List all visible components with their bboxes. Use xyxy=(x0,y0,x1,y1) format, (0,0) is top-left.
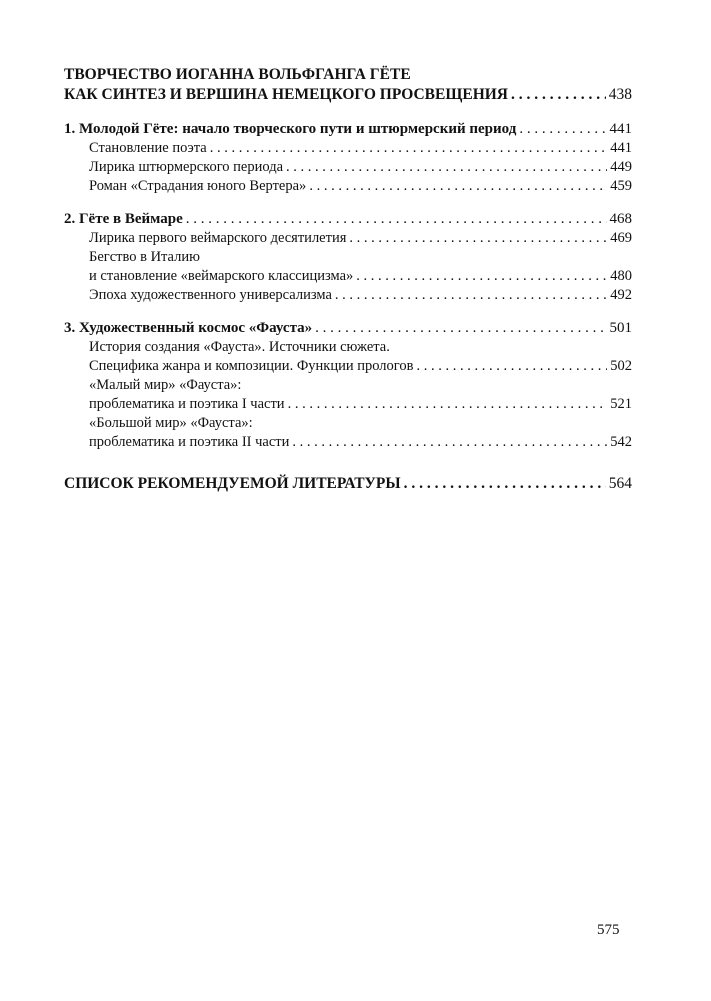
leader-dots xyxy=(286,158,607,177)
part-title-line-1: ТВОРЧЕСТВО ИОГАННА ВОЛЬФГАНГА ГЁТЕ xyxy=(64,66,411,83)
leader-dots xyxy=(288,395,608,414)
page-number: 575 xyxy=(597,922,620,938)
entry-label-line-1: «Большой мир» «Фауста»: xyxy=(89,415,253,431)
page-ref: 449 xyxy=(610,159,632,175)
entry-label: Лирика штюрмерского периода xyxy=(89,159,284,175)
leader-dots xyxy=(349,229,607,248)
page-ref: 501 xyxy=(609,320,632,336)
toc-entry[interactable] xyxy=(64,158,632,177)
leader-dots xyxy=(519,119,606,139)
leader-dots xyxy=(511,85,606,105)
toc-entry-bibliography[interactable] xyxy=(64,474,632,494)
leader-dots xyxy=(404,474,606,494)
leader-dots xyxy=(416,357,607,376)
toc-entry[interactable] xyxy=(64,286,632,305)
entry-label-line-1: История создания «Фауста». Источники сюжета. xyxy=(89,339,390,355)
toc-entry[interactable] xyxy=(64,267,632,286)
chapter-title: 1. Молодой Гёте: начало творческого пути и штюрмерский период xyxy=(64,121,517,137)
entry-label: проблематика и поэтика II части xyxy=(89,434,290,450)
entry-label-line-1: «Малый мир» «Фауста»: xyxy=(89,377,242,393)
entry-label: Лирика первого веймарского десятилетия xyxy=(89,230,347,246)
entry-label: Роман «Страдания юного Вертера» xyxy=(89,178,307,194)
toc-entry[interactable] xyxy=(64,395,632,414)
part-title-line-2: КАК СИНТЕЗ И ВЕРШИНА НЕМЕЦКОГО ПРОСВЕЩЕНИЯ xyxy=(64,86,509,103)
page-ref: 469 xyxy=(610,230,632,246)
leader-dots xyxy=(309,177,607,196)
page-ref: 542 xyxy=(610,434,632,450)
page-ref: 438 xyxy=(608,86,632,103)
toc-entry-chapter-1[interactable] xyxy=(64,119,632,139)
chapter-title: 2. Гёте в Веймаре xyxy=(64,211,183,227)
toc-entry[interactable] xyxy=(64,433,632,452)
entry-label: проблематика и поэтика I части xyxy=(89,396,285,412)
leader-dots xyxy=(186,209,607,229)
toc-entry-chapter-3[interactable] xyxy=(64,318,632,338)
page-ref: 441 xyxy=(610,140,632,156)
page-ref: 564 xyxy=(608,475,632,492)
entry-label: Становление поэта xyxy=(89,140,207,156)
toc-entry-part[interactable] xyxy=(64,85,632,105)
page-ref: 441 xyxy=(609,121,632,137)
page-ref: 459 xyxy=(610,178,632,194)
page-ref: 521 xyxy=(610,396,632,412)
bibliography-title: СПИСОК РЕКОМЕНДУЕМОЙ ЛИТЕРАТУРЫ xyxy=(64,475,401,492)
toc-entry[interactable] xyxy=(64,139,632,158)
leader-dots xyxy=(210,139,608,158)
page-ref: 480 xyxy=(610,268,632,284)
page-ref: 502 xyxy=(610,358,632,374)
table-of-contents xyxy=(64,65,632,494)
toc-entry-chapter-2[interactable] xyxy=(64,209,632,229)
toc-entry[interactable] xyxy=(64,177,632,196)
entry-label: Эпоха художественного универсализма xyxy=(89,287,332,303)
page-ref: 468 xyxy=(609,211,632,227)
chapter-title: 3. Художественный космос «Фауста» xyxy=(64,320,313,336)
page-ref: 492 xyxy=(610,287,632,303)
entry-label: и становление «веймарского классицизма» xyxy=(89,268,354,284)
toc-entry[interactable] xyxy=(64,357,632,376)
leader-dots xyxy=(356,267,607,286)
leader-dots xyxy=(335,286,607,305)
leader-dots xyxy=(292,433,607,452)
entry-label-line-1: Бегство в Италию xyxy=(89,249,200,265)
entry-label: Специфика жанра и композиции. Функции прологов xyxy=(89,358,414,374)
toc-entry[interactable] xyxy=(64,229,632,248)
leader-dots xyxy=(315,318,606,338)
